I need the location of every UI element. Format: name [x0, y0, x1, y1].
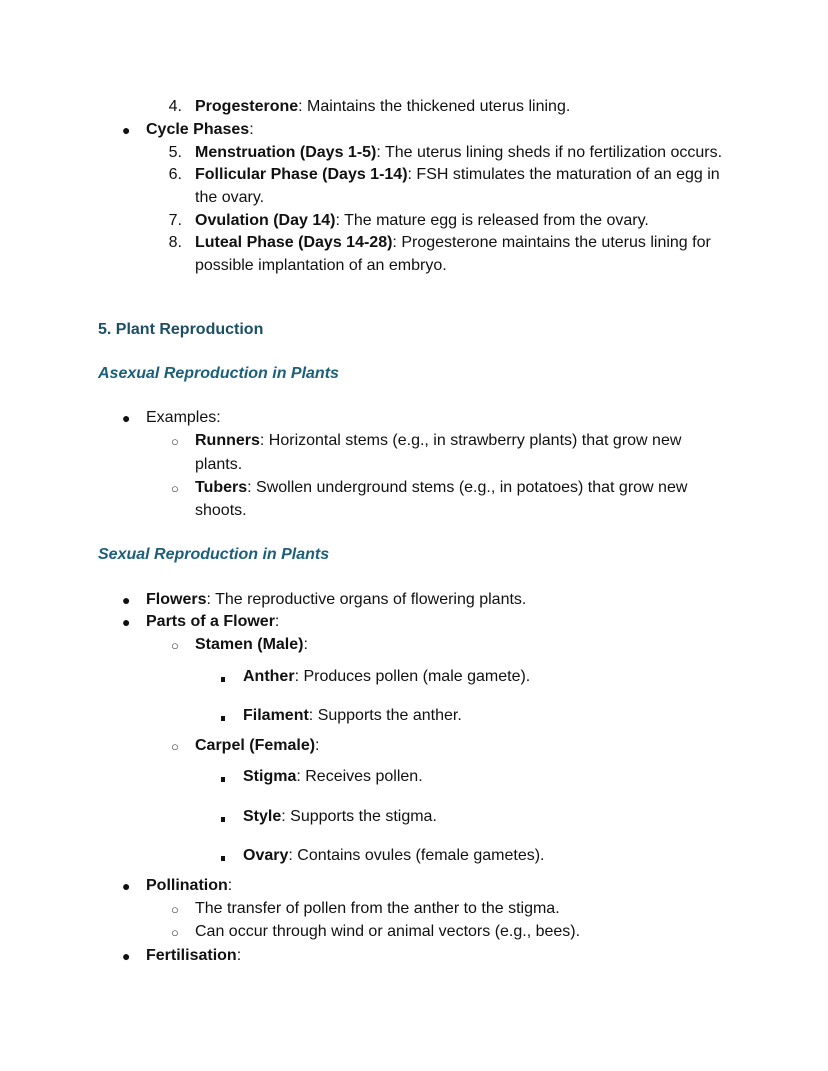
term: Style — [243, 808, 282, 825]
term: Carpel (Female) — [195, 737, 316, 754]
term: Luteal Phase (Days 14-28) — [195, 234, 393, 251]
description: : Horizontal stems (e.g., in strawberry plants) that grow new — [259, 432, 682, 449]
suffix: : — [236, 947, 242, 964]
term: Follicular Phase (Days 1-14) — [195, 166, 408, 183]
list-number: 5. — [168, 144, 182, 161]
list-item-pollination-vectors: Can occur through wind or animal vectors (e.g., bees). — [195, 923, 581, 940]
list-item-carpel — [195, 736, 320, 756]
description: : Receives pollen. — [296, 768, 423, 785]
list-item-parts-of-flower — [146, 612, 279, 632]
term: Progesterone — [195, 98, 299, 115]
subsection-heading-asexual: Asexual Reproduction in Plants — [98, 365, 339, 382]
term: Cycle Phases — [146, 121, 250, 138]
term: Ovulation (Day 14) — [195, 212, 336, 229]
bullet-icon: ● — [122, 592, 131, 608]
list-item-filament — [243, 706, 462, 726]
term: Ovary — [243, 847, 289, 864]
description: : Contains ovules (female gametes). — [288, 847, 545, 864]
square-bullet-icon — [221, 808, 225, 828]
term: Filament — [243, 707, 309, 724]
suffix: : — [315, 737, 320, 754]
circle-bullet-icon: ○ — [171, 481, 179, 496]
list-item-luteal — [195, 233, 711, 253]
list-item-anther — [243, 667, 530, 687]
square-bullet-icon — [221, 847, 225, 867]
bullet-icon: ● — [122, 122, 131, 138]
term: Runners — [195, 432, 260, 449]
list-item-follicular — [195, 165, 720, 185]
list-item-menstruation — [195, 143, 722, 163]
bullet-icon: ● — [122, 948, 131, 964]
description: : Produces pollen (male gamete). — [294, 668, 531, 685]
description: : Progesterone maintains the uterus lining for — [392, 234, 711, 251]
circle-bullet-icon: ○ — [171, 434, 179, 449]
description: : Supports the anther. — [308, 707, 462, 724]
subsection-heading-sexual: Sexual Reproduction in Plants — [98, 546, 330, 563]
list-item-flowers — [146, 590, 526, 610]
continuation: the ovary. — [195, 189, 265, 206]
list-number: 6. — [168, 166, 182, 183]
description: : The mature egg is released from the ovary. — [335, 212, 649, 229]
examples-label: Examples: — [146, 409, 221, 426]
circle-bullet-icon: ○ — [171, 638, 179, 653]
term: Stamen (Male) — [195, 636, 304, 653]
term: Parts of a Flower — [146, 613, 275, 630]
list-number: 4. — [168, 98, 182, 115]
list-item-fertilisation — [146, 946, 241, 966]
description: : The uterus lining sheds if no fertilization occurs. — [376, 144, 723, 161]
term: Fertilisation — [146, 947, 237, 964]
bullet-icon: ● — [122, 878, 131, 894]
continuation: plants. — [195, 456, 243, 473]
square-bullet-icon — [221, 768, 225, 788]
list-number: 7. — [168, 212, 182, 229]
continuation: shoots. — [195, 502, 247, 519]
description: : Swollen underground stems (e.g., in potatoes) that grow new — [247, 479, 688, 496]
continuation: possible implantation of an embryo. — [195, 257, 447, 274]
term: Anther — [243, 668, 295, 685]
circle-bullet-icon: ○ — [171, 739, 179, 754]
square-bullet-icon — [221, 668, 225, 688]
term: Stigma — [243, 768, 297, 785]
list-number: 8. — [168, 234, 182, 251]
circle-bullet-icon: ○ — [171, 925, 179, 940]
bullet-icon: ● — [122, 410, 131, 426]
list-item-tubers — [195, 478, 687, 498]
description: : The reproductive organs of flowering plants. — [206, 591, 527, 608]
list-item-ovary — [243, 846, 545, 866]
description: : Maintains the thickened uterus lining. — [298, 98, 571, 115]
list-item-pollination — [146, 876, 232, 896]
description: : FSH stimulates the maturation of an egg in — [407, 166, 720, 183]
list-item-progesterone — [195, 97, 570, 117]
suffix: : — [303, 636, 308, 653]
term: Flowers — [146, 591, 207, 608]
term: Menstruation (Days 1-5) — [195, 144, 377, 161]
suffix: : — [274, 613, 280, 630]
list-item-style — [243, 807, 437, 827]
list-item-pollination-def: The transfer of pollen from the anther to the stigma. — [195, 900, 560, 917]
term: Pollination — [146, 877, 228, 894]
list-item-runners — [195, 431, 681, 451]
section-heading: 5. Plant Reproduction — [98, 321, 264, 338]
square-bullet-icon — [221, 707, 225, 727]
list-item-cycle-phases — [146, 120, 254, 140]
bullet-icon: ● — [122, 614, 131, 630]
circle-bullet-icon: ○ — [171, 902, 179, 917]
suffix: : — [249, 121, 254, 138]
term: Tubers — [195, 479, 248, 496]
description: : Supports the stigma. — [281, 808, 437, 825]
list-item-stigma — [243, 767, 423, 787]
suffix: : — [227, 877, 233, 894]
list-item-stamen — [195, 635, 308, 655]
list-item-ovulation — [195, 211, 649, 231]
